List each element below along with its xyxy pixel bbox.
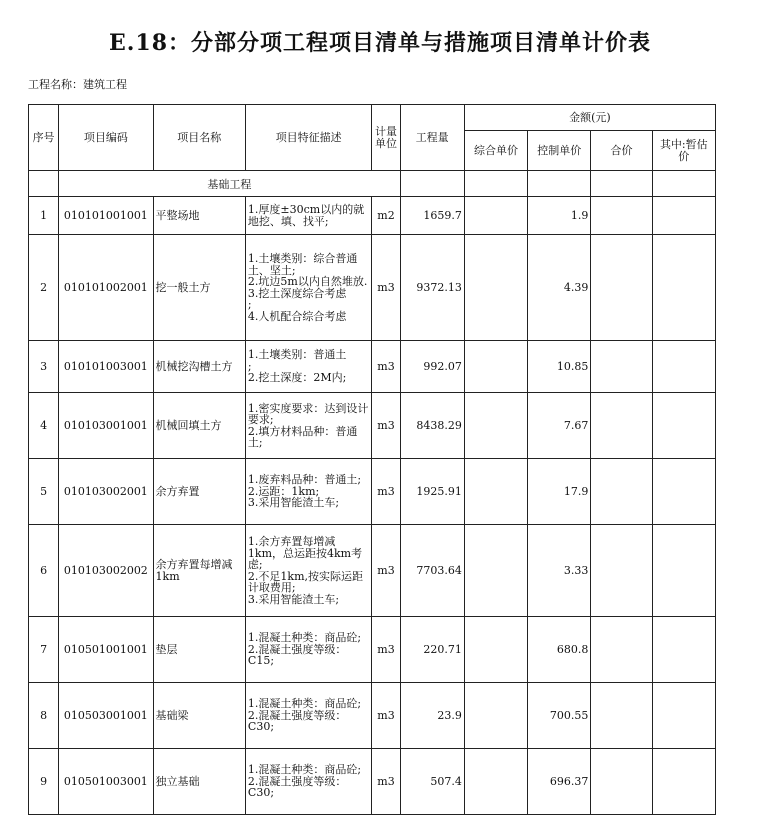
row-qty: 507.4 [400,749,464,815]
row-code: 010501001001 [59,617,153,683]
row-name: 余方弃置每增减1km [153,525,245,617]
row-desc: 1.土壤类别：综合普通土、坚土; 2.坑边5m以内自然堆放. 3.挖土深度综合考虑 ; 4.人机配合综合考虑 [245,235,372,341]
row-qty: 8438.29 [400,393,464,459]
row-control-price: 696.37 [528,749,591,815]
row-total [591,617,652,683]
row-name: 挖一般土方 [153,235,245,341]
row-seq: 4 [29,393,59,459]
row-unit: m3 [372,341,400,393]
row-total [591,683,652,749]
header-total: 合价 [591,131,652,171]
row-provisional [652,525,715,617]
row-seq: 7 [29,617,59,683]
table-row [29,459,716,525]
row-code: 010503001001 [59,683,153,749]
row-code: 010101001001 [59,197,153,235]
row-qty: 1925.91 [400,459,464,525]
row-qty: 1659.7 [400,197,464,235]
page-title: E.18：分部分项工程项目清单与措施项目清单计价表 [108,30,652,56]
table-row [29,341,716,393]
row-desc: 1.土壤类别：普通土 ; 2.挖土深度：2M内; [245,341,372,393]
row-unit: m3 [372,393,400,459]
row-qty: 23.9 [400,683,464,749]
row-control-price: 7.67 [528,393,591,459]
table-row [29,749,716,815]
header-qty: 工程量 [400,105,464,171]
row-control-price: 700.55 [528,683,591,749]
header-code: 项目编码 [59,105,153,171]
header-unit-price: 综合单价 [464,131,527,171]
row-unit-price [464,235,527,341]
table-row [29,235,716,341]
row-unit-price [464,749,527,815]
row-unit-price [464,393,527,459]
row-seq: 3 [29,341,59,393]
row-desc: 1.废弃料品种：普通土; 2.运距：1km; 3.采用智能渣土车; [245,459,372,525]
row-code: 010103001001 [59,393,153,459]
row-seq: 8 [29,683,59,749]
table-row [29,617,716,683]
header-control-price: 控制单价 [528,131,591,171]
row-desc: 1.密实度要求：达到设计要求; 2.填方材料品种：普通土; [245,393,372,459]
row-code: 010101002001 [59,235,153,341]
row-unit: m2 [372,197,400,235]
row-code: 010101003001 [59,341,153,393]
row-unit: m3 [372,617,400,683]
table-row [29,197,716,235]
row-name: 机械挖沟槽土方 [153,341,245,393]
row-unit: m3 [372,459,400,525]
section-row [29,171,716,197]
row-total [591,197,652,235]
row-unit: m3 [372,525,400,617]
row-unit: m3 [372,683,400,749]
row-provisional [652,683,715,749]
project-name: 工程名称：建筑工程 [28,78,127,91]
row-seq: 9 [29,749,59,815]
row-control-price: 4.39 [528,235,591,341]
row-code: 010103002001 [59,459,153,525]
row-total [591,341,652,393]
header-name: 项目名称 [153,105,245,171]
header-unit: 计量单位 [372,105,400,171]
row-name: 基础梁 [153,683,245,749]
table-row [29,393,716,459]
row-control-price: 3.33 [528,525,591,617]
table-row [29,525,716,617]
row-total [591,459,652,525]
row-unit-price [464,525,527,617]
row-desc: 1.厚度±30cm以内的就地挖、填、找平; [245,197,372,235]
row-unit: m3 [372,235,400,341]
row-total [591,749,652,815]
row-unit-price [464,341,527,393]
row-unit-price [464,197,527,235]
row-provisional [652,459,715,525]
row-qty: 9372.13 [400,235,464,341]
row-provisional [652,393,715,459]
row-code: 010501003001 [59,749,153,815]
row-provisional [652,235,715,341]
row-name: 平整场地 [153,197,245,235]
row-unit-price [464,617,527,683]
row-qty: 992.07 [400,341,464,393]
row-provisional [652,749,715,815]
row-seq: 5 [29,459,59,525]
pricing-table [28,104,716,815]
row-control-price: 17.9 [528,459,591,525]
row-total [591,235,652,341]
row-seq: 2 [29,235,59,341]
row-unit: m3 [372,749,400,815]
row-desc: 1.混凝土种类：商品砼; 2.混凝土强度等级：C30; [245,683,372,749]
row-provisional [652,197,715,235]
row-desc: 1.混凝土种类：商品砼; 2.混凝土强度等级：C15; [245,617,372,683]
row-name: 余方弃置 [153,459,245,525]
header-desc: 项目特征描述 [245,105,372,171]
row-seq: 6 [29,525,59,617]
section-title: 基础工程 [59,171,400,197]
row-desc: 1.余方弃置每增减1km，总运距按4km考虑; 2.不足1km,按实际运距计取费用; 3.采用智能渣土车; [245,525,372,617]
row-seq: 1 [29,197,59,235]
header-seq: 序号 [29,105,59,171]
row-provisional [652,617,715,683]
row-name: 垫层 [153,617,245,683]
row-total [591,393,652,459]
row-code: 010103002002 [59,525,153,617]
row-qty: 220.71 [400,617,464,683]
row-name: 独立基础 [153,749,245,815]
row-control-price: 1.9 [528,197,591,235]
row-unit-price [464,683,527,749]
row-control-price: 10.85 [528,341,591,393]
row-name: 机械回填土方 [153,393,245,459]
row-unit-price [464,459,527,525]
header-provisional: 其中:暂估价 [652,131,715,171]
header-amount: 金额(元) [464,105,715,131]
row-qty: 7703.64 [400,525,464,617]
row-control-price: 680.8 [528,617,591,683]
row-provisional [652,341,715,393]
table-row [29,683,716,749]
row-total [591,525,652,617]
row-desc: 1.混凝土种类：商品砼; 2.混凝土强度等级：C30; [245,749,372,815]
